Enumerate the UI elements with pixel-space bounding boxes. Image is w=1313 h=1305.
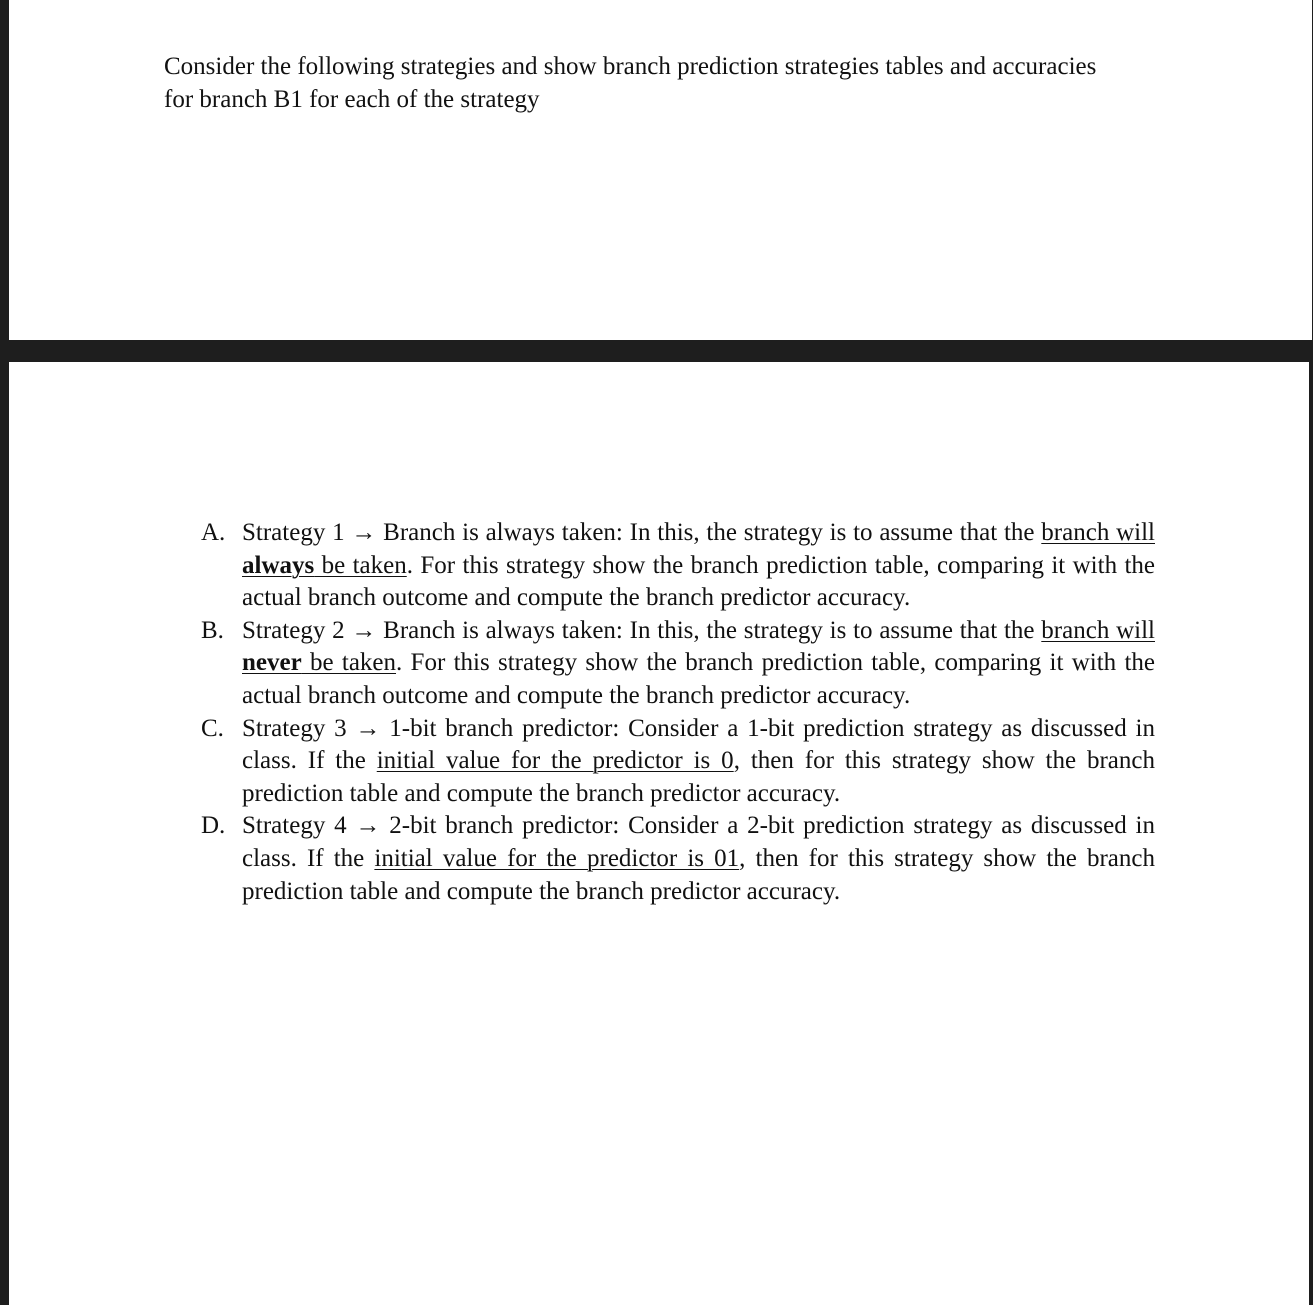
intro-line-1: Consider the following strategies and show branch prediction strategies tables and accuracies	[164, 53, 1097, 80]
item-text: , then for this strategy show the branch prediction table and compute the branch predictor accuracy.	[242, 844, 1155, 905]
item-text: , then for this strategy show the branch prediction table and compute the branch predictor accuracy.	[242, 747, 1155, 807]
underlined-text: initial value for the predictor is 0	[376, 747, 734, 775]
item-text: Strategy 4 → 2-bit branch predictor: Consider a 2-bit prediction strategy as discussed in class. If the	[242, 812, 1155, 872]
list-marker: D.	[201, 812, 226, 840]
item-text: . For this strategy show the branch prediction table, comparing it with the actual branch outcome and compute the branch predictor accuracy.	[242, 649, 1156, 709]
intro-line-2: for branch B1 for each of the strategy	[164, 86, 540, 113]
underlined-part: branch will	[1041, 519, 1155, 546]
underlined-text: initial value for the predictor is 01	[374, 844, 740, 872]
list-marker: B.	[201, 616, 224, 644]
strategy-list	[201, 517, 1155, 908]
strategy-item-b	[201, 615, 1155, 713]
underlined-part: be taken	[301, 649, 397, 677]
item-text: Strategy 3 → 1-bit branch predictor: Consider a 1-bit prediction strategy as discussed in class. If the	[242, 714, 1155, 775]
page-bottom	[9, 362, 1309, 1305]
item-text: Strategy 1 → Branch is always taken: In this, the strategy is to assume that the	[242, 519, 1042, 546]
page-top	[9, 0, 1312, 340]
strategy-item-c	[201, 713, 1155, 811]
intro-paragraph	[164, 50, 1156, 116]
item-text: . For this strategy show the branch prediction table, comparing it with the actual branch outcome and compute the branch predictor accuracy.	[242, 551, 1155, 612]
bold-keyword: always	[242, 551, 315, 579]
underlined-part: branch will	[1041, 616, 1155, 644]
item-text: Strategy 2 → Branch is always taken: In this, the strategy is to assume that the	[242, 616, 1042, 644]
list-marker: C.	[201, 714, 224, 742]
bold-keyword: never	[242, 649, 302, 677]
strategy-item-a	[201, 517, 1155, 615]
list-marker: A.	[201, 519, 226, 546]
strategy-item-d	[201, 810, 1155, 908]
underlined-part: be taken	[314, 551, 407, 579]
